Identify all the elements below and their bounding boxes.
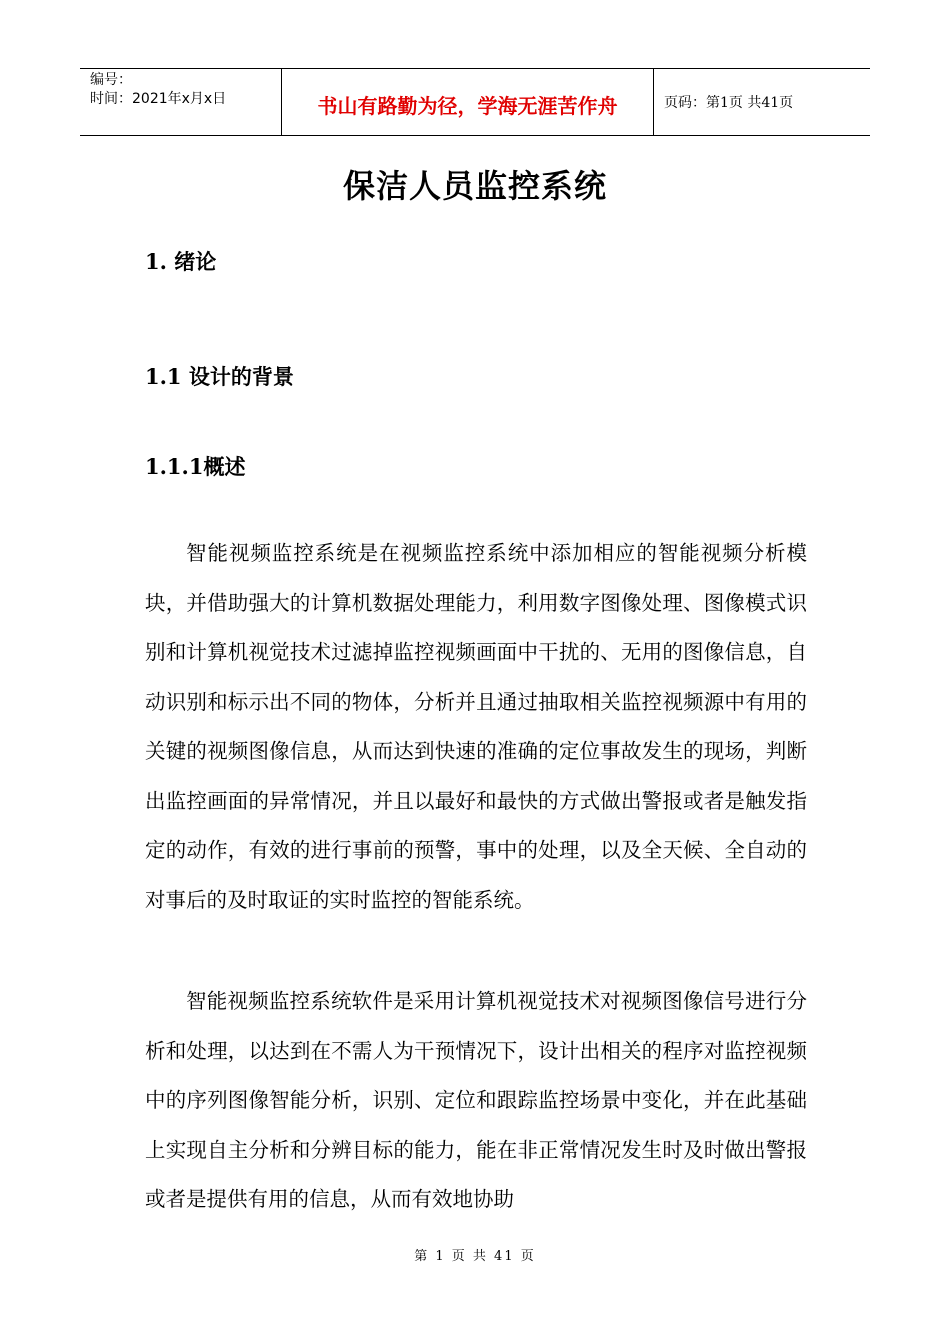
header-date-label: 时间：2021年x月x日 (90, 91, 227, 107)
page-header (80, 68, 870, 136)
header-page-info: 页码：第1页 共41页 (664, 95, 794, 111)
heading-introduction: 1. 绪论 (145, 249, 217, 274)
paragraph-2: 智能视频监控系统软件是采用计算机视觉技术对视频图像信号进行分析和处理，以达到在不需人为干预情况下，设计出相关的程序对监控视频中的序列图像智能分析，识别、定位和跟踪监控场景中变化，并在此基础上实现自主分析和分辨目标的能力，能在非正常情况发生时及时做出警报或者是提供有用的信息，从而有效地协助 (145, 989, 807, 1211)
header-number-label: 编号： (90, 72, 132, 88)
paragraph-1: 智能视频监控系统是在视频监控系统中添加相应的智能视频分析模块，并借助强大的计算机数据处理能力，利用数字图像处理、图像模式识别和计算机视觉技术过滤掉监控视频画面中干扰的、无用的图像信息，自动识别和标示出不同的物体，分析并且通过抽取相关监控视频源中有用的关键的视频图像信息，从而达到快速的准确的定位事故发生的现场，判断出监控画面的异常情况，并且以最好和最快的方式做出警报或者是触发指定的动作，有效的进行事前的预警，事中的处理，以及全天候、全自动的对事后的及时取证的实时监控的智能系统。 (145, 541, 807, 912)
page-footer: 第 1 页 共 41 页 (414, 1249, 536, 1264)
document-title: 保洁人员监控系统 (342, 167, 607, 205)
heading-overview: 1.1.1概述 (145, 454, 246, 479)
header-motto: 书山有路勤为径，学海无涯苦作舟 (282, 69, 654, 135)
header-meta-cell (80, 69, 282, 135)
heading-design-background: 1.1 设计的背景 (145, 364, 294, 389)
